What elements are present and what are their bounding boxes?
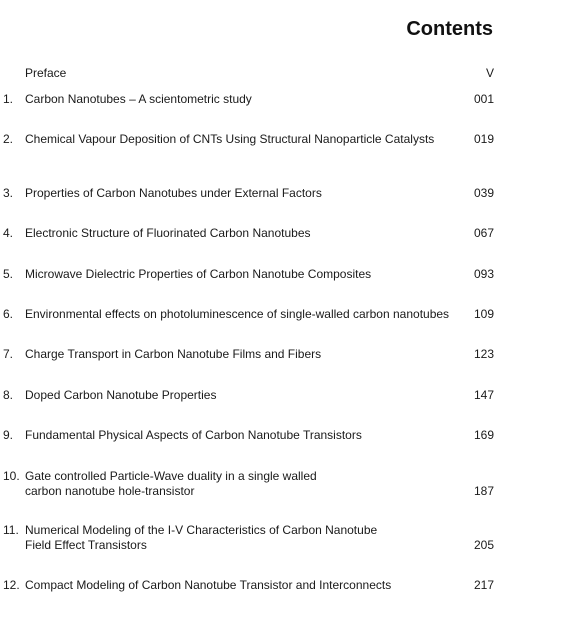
toc-entry-title: Properties of Carbon Nanotubes under External Factors [25,186,322,200]
toc-entry-number: 11. [3,523,19,537]
toc-entry-title: Numerical Modeling of the I-V Characteristics of Carbon Nanotube Field Effect Transistors [25,523,378,552]
toc-entry-number: 7. [3,347,14,361]
toc-entry-number: 2. [3,132,14,146]
toc-entry-title: Electronic Structure of Fluorinated Carbon Nanotubes [25,226,311,240]
toc-entry-page: 187 [473,484,494,498]
toc-entry-title: Preface [25,66,67,80]
toc-entry-title: Environmental effects on photoluminescence of single-walled carbon nanotubes [25,307,450,321]
toc-entry-number: 12. [3,578,20,592]
toc-entry-title: Fundamental Physical Aspects of Carbon Nanotube Transistors [25,428,362,442]
toc-entry-page: 123 [473,347,494,361]
toc-entry-page: 169 [473,428,494,442]
toc-entry-number: 9. [3,428,14,442]
toc-entry-page: 001 [473,92,494,106]
toc-entry-number: 10. [3,469,20,483]
toc-entry-title: Gate controlled Particle-Wave duality in a single walled carbon nanotube hole-transistor [25,469,317,498]
toc-entry-title: Compact Modeling of Carbon Nanotube Transistor and Interconnects [25,578,392,592]
toc-entry-number: 3. [3,186,14,200]
toc-entry-page: 205 [473,538,494,552]
toc-entry-page: 067 [473,226,494,240]
toc-entry-title: Microwave Dielectric Properties of Carbon Nanotube Composites [25,267,372,281]
toc-entry-page: V [485,66,494,80]
toc-entry-page: 019 [473,132,494,146]
toc-entry-title: Doped Carbon Nanotube Properties [25,388,217,402]
toc-entry-number: 5. [3,267,14,281]
toc-entry-number: 4. [3,226,14,240]
toc-entry-title: Chemical Vapour Deposition of CNTs Using Structural Nanoparticle Catalysts [25,132,435,146]
page-title: Contents [406,18,493,40]
toc-entry-page: 093 [473,267,494,281]
toc-entry-number: 6. [3,307,14,321]
toc-entry-page: 109 [473,307,494,321]
toc-entry-number: 1. [3,92,14,106]
toc-entry-title: Charge Transport in Carbon Nanotube Films and Fibers [25,347,322,361]
toc-entry-page: 039 [473,186,494,200]
toc-entry-page: 147 [473,388,494,402]
toc-entry-title: Carbon Nanotubes – A scientometric study [25,92,252,106]
toc-entry-number: 8. [3,388,14,402]
toc-entry-page: 217 [473,578,494,592]
